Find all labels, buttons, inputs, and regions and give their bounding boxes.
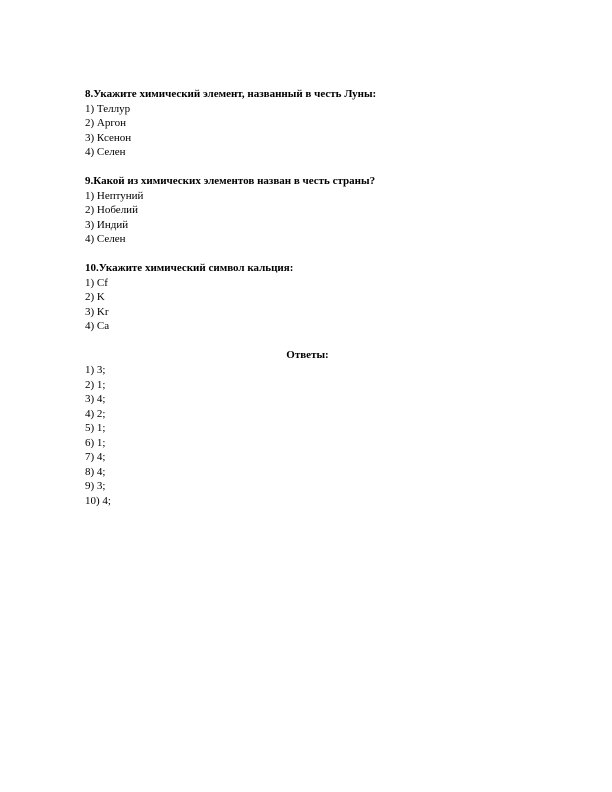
question-9-option-1: 1) Нептуний [85, 189, 144, 202]
answer-item: 4) 2; [85, 407, 106, 420]
answer-item: 1) 3; [85, 364, 106, 376]
answer-item: 3) 4; [85, 393, 106, 405]
document-content [85, 87, 530, 508]
question-9-option-4: 4) Селен [85, 233, 126, 245]
answers-heading [85, 348, 530, 363]
question-8-option-3: 3) Ксенон [85, 131, 132, 144]
question-10 [85, 261, 530, 334]
answers-heading-text: Ответы: [286, 349, 329, 361]
question-8-title: 8.Укажите химический элемент, названный в честь Луны: [85, 88, 377, 100]
question-10-option-1: 1) Cf [85, 276, 108, 289]
question-10-option-4: 4) Ca [85, 320, 110, 332]
question-10-option-2: 2) K [85, 291, 105, 303]
question-8-option-1: 1) Теллур [85, 102, 131, 115]
question-10-title: 10.Укажите химический символ кальция: [85, 262, 294, 274]
question-9-option-3: 3) Индий [85, 218, 129, 231]
answer-item: 2) 1; [85, 378, 106, 391]
question-10-option-3: 3) Kr [85, 305, 109, 318]
answer-item: 5) 1; [85, 422, 106, 434]
question-8-option-2: 2) Аргон [85, 117, 126, 129]
question-9-title: 9.Какой из химических элементов назван в честь страны? [85, 175, 376, 187]
question-9 [85, 174, 530, 247]
answers-list [85, 363, 530, 508]
question-8-option-4: 4) Селен [85, 146, 126, 158]
question-9-option-2: 2) Нобелий [85, 204, 138, 216]
answer-item: 7) 4; [85, 451, 106, 463]
question-8 [85, 87, 530, 160]
answer-item: 6) 1; [85, 436, 106, 449]
answer-item: 10) 4; [85, 494, 111, 507]
answer-item: 8) 4; [85, 465, 106, 478]
answer-item: 9) 3; [85, 480, 106, 492]
